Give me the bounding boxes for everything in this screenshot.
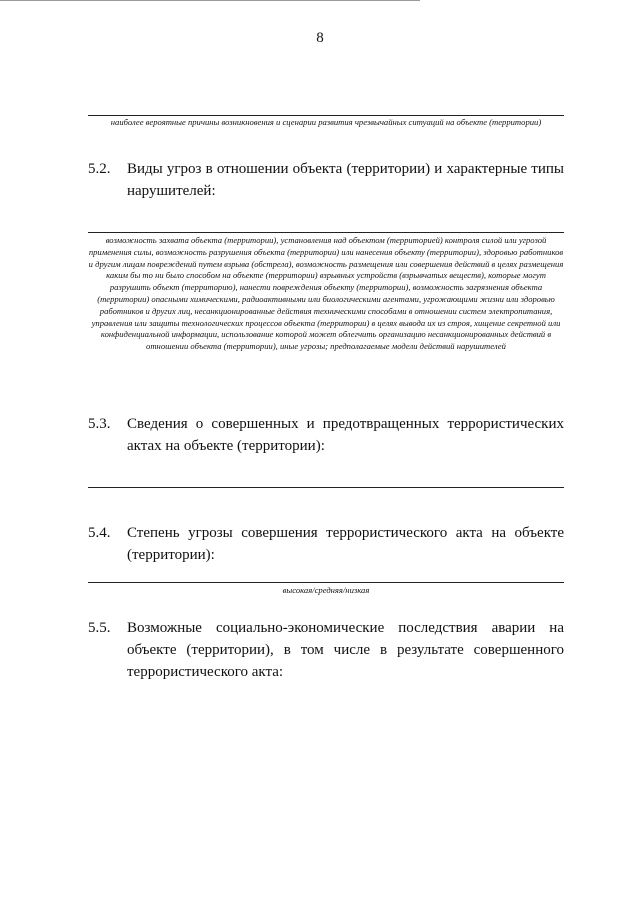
page-number: 8 [316,30,324,46]
fill-line [88,582,564,583]
top-border [0,0,420,1]
section-title: Степень угрозы совершения террористического акта на объекте (территории): [127,525,564,563]
section-number: 5.3. [88,416,111,432]
fill-line [88,115,564,116]
field-caption: возможность захвата объекта (территории), установления над объектом (территорией) контроля силой или угрозой применения силы, возможность разрушения объекта (территории) или нанесения объекту (территории), здоровью работников и другим лицам повреждений путем взрыва (обстрела), возможность размещения или совершения действий в целях размещения каким бы то ни было способом на объекте (территории) взрывных устройств (взрывчатых веществ), которые могут разрушить объект (территорию), нанести повреждения объекту (территории), возможность загрязнения объекта (территории) опасными химическими, радиоактивными или биологическими агентами, угрожающими жизни или здоровью работников и других лиц, несанкционированные действия техническими способами в отношении систем электропитания, управления или защиты технологических процессов объекта (территории) в целях вывода их из строя, хищение секретной или конфиденциальной информации, использование которой может облегчить организацию несанкционированных действий в отношении объекта (территории), иные угрозы; предполагаемые модели действий нарушителей [88,235,564,352]
fill-line [88,487,564,488]
field-caption: высокая/средняя/низкая [282,585,370,595]
section-5-3 [88,413,564,457]
section-5-5 [88,617,564,683]
section-5-2 [88,158,564,202]
section-number: 5.5. [88,620,111,636]
section-number: 5.4. [88,525,111,541]
section-title: Виды угроз в отношении объекта (территории) и характерные типы нарушителей: [127,161,564,199]
section-number: 5.2. [88,161,111,177]
fill-line [88,232,564,233]
section-title: Сведения о совершенных и предотвращенных террористических актах на объекте (территории): [127,416,564,454]
section-5-4 [88,522,564,566]
section-title: Возможные социально-экономические последствия аварии на объекте (территории), в том числе в результате совершенного террористического акта: [127,620,564,680]
field-caption: наиболее вероятные причины возникновения и сценарии развития чрезвычайных ситуаций на объекте (территории) [110,117,542,127]
